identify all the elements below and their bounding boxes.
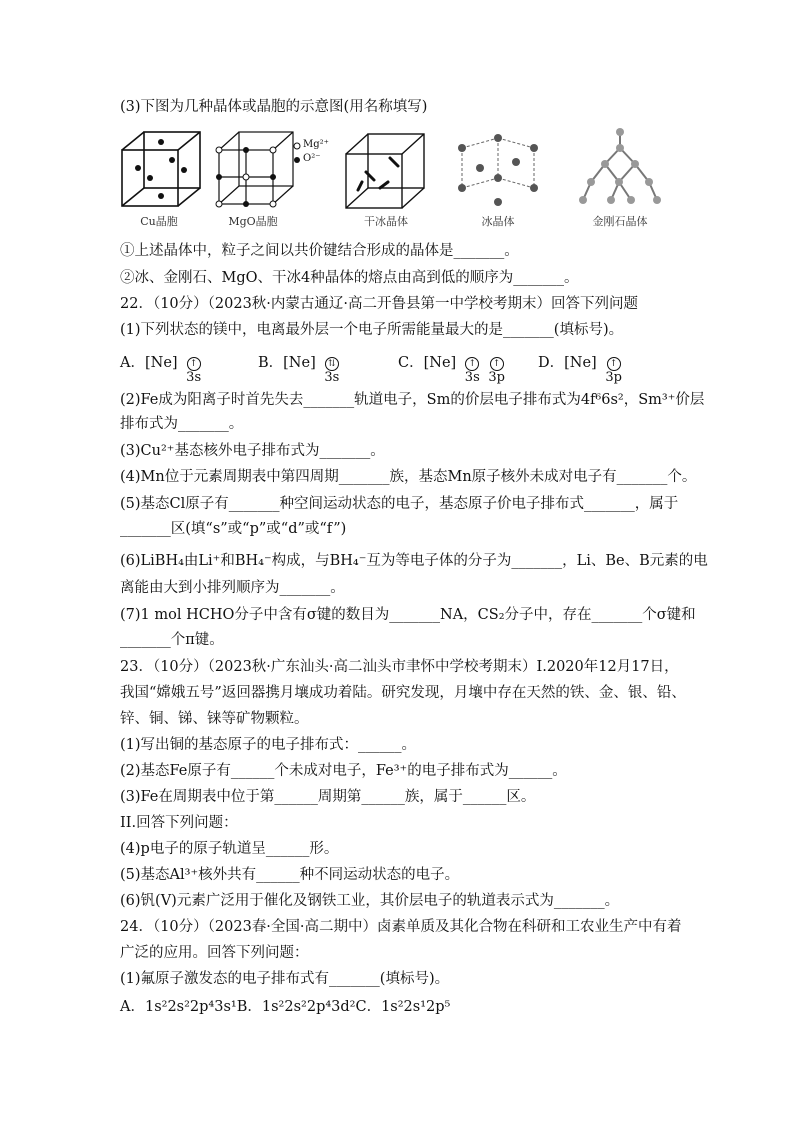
q22-heading: 22．（10分）（2023秋·内蒙古通辽·高二开鲁县第一中学校考期末）回答下列问题 xyxy=(120,296,639,312)
caption-cu: Cu晶胞 xyxy=(140,215,178,228)
q22-part5b: _______区(填“s”或“p”或“d”或“f”) xyxy=(120,521,347,537)
orbital-3s-single: ↑ 3s xyxy=(186,359,202,385)
q22-part7b: _______个π键。 xyxy=(120,632,224,648)
q22-part2a: (2)Fe成为阳离子时首先失去_______轨道电子，Sm的价层电子排布式为4f⁶6s²，Sm³⁺价层 xyxy=(120,392,705,408)
q22-part2b: 排布式为_______。 xyxy=(120,416,244,432)
q22-part6b: 离能由大到小排列顺序为_______。 xyxy=(120,580,345,596)
orbital-3s-paired: ⇅ 3s xyxy=(324,359,340,385)
legend-mg: Mg²⁺ xyxy=(303,139,329,150)
q22-option-c: C．[Ne] ↑ 3s ↑ 3p xyxy=(398,355,505,385)
q21-sub1: ①上述晶体中，粒子之间以共价键结合形成的晶体是_______。 xyxy=(120,243,519,259)
q22-part3: (3)Cu²⁺基态核外电子排布式为_______。 xyxy=(120,443,385,459)
diamond-figure xyxy=(575,128,665,210)
caption-dry-ice: 干冰晶体 xyxy=(364,215,408,228)
q23-part3: (3)Fe在周期表中位于第______周期第______族，属于______区。 xyxy=(120,789,536,805)
q22-part4: (4)Mn位于元素周期表中第四周期_______族，基态Mn原子核外未成对电子有_______个。 xyxy=(120,469,697,485)
q21-sub2: ②冰、金刚石、MgO、干冰4种晶体的熔点由高到低的顺序为_______。 xyxy=(120,270,579,286)
q22-option-b: B．[Ne] ⇅ 3s xyxy=(258,355,340,385)
q24-heading: 24．（10分）（2023春·全国·高二期中）卤素单质及其化合物在科研和工农业生产中有着 xyxy=(120,919,682,935)
caption-mgo: MgO晶胞 xyxy=(228,215,278,228)
q21-part3: (3)下图为几种晶体或晶胞的示意图(用名称填写) xyxy=(120,99,428,115)
q23-part6: (6)钒(V)元素广泛用于催化及钢铁工业，其价层电子的轨道表示式为_______。 xyxy=(120,893,620,909)
mgo-cell-figure xyxy=(215,128,295,210)
q23-part1: (1)写出铜的基态原子的电子排布式：______。 xyxy=(120,737,417,753)
q22-part5a: (5)基态Cl原子有_______种空间运动状态的电子，基态原子价电子排布式_______，属于 xyxy=(120,496,679,512)
q23-part4: (4)p电子的原子轨道呈______形。 xyxy=(120,841,339,857)
q24-line2: 广泛的应用。回答下列问题： xyxy=(120,945,309,961)
q22-part6a: (6)LiBH₄由Li⁺和BH₄⁻构成，与BH₄⁻互为等电子体的分子为_______，Li、Be、B元素的电 xyxy=(120,553,708,569)
dry-ice-figure xyxy=(340,128,430,210)
orbital-3p-d: ↑ 3p xyxy=(605,359,622,385)
orbital-3p-c: ↑ 3p xyxy=(488,359,505,385)
q23-part5: (5)基态Al³⁺核外共有______种不同运动状态的电子。 xyxy=(120,867,460,883)
q24-options: A．1s²2s²2p⁴3s¹B．1s²2s²2p⁴3d²C．1s²2s¹2p⁵ xyxy=(120,999,451,1015)
q22-part1: (1)下列状态的镁中，电离最外层一个电子所需能量最大的是_______(填标号)。 xyxy=(120,322,624,338)
q23-section-ii: II.回答下列问题： xyxy=(120,815,238,831)
caption-diamond: 金刚石晶体 xyxy=(592,215,648,228)
q23-line2: 我国“嫦娥五号”返回器携月壤成功着陆。研究发现，月壤中存在天然的铁、金、银、铅、 xyxy=(120,685,686,701)
q22-part7a: (7)1 mol HCHO分子中含有σ键的数目为_______NA，CS₂分子中，存在_______个σ键和 xyxy=(120,607,696,623)
q24-part1: (1)氟原子激发态的电子排布式有_______(填标号)。 xyxy=(120,971,450,987)
q22-option-d: D．[Ne] ↑ 3p xyxy=(538,355,622,385)
orbital-3s-c: ↑ 3s xyxy=(464,359,480,385)
caption-ice: 冰晶体 xyxy=(481,215,515,228)
cu-cell-figure xyxy=(118,128,208,210)
q23-line3: 锌、铜、锑、铼等矿物颗粒。 xyxy=(120,711,309,727)
q23-part2: (2)基态Fe原子有______个未成对电子，Fe³⁺的电子排布式为______。 xyxy=(120,763,567,779)
mgo-legend-dots xyxy=(292,140,302,170)
q23-heading: 23．（10分）（2023秋·广东汕头·高二汕头市聿怀中学校考期末）I.2020年12月17日， xyxy=(120,659,679,675)
ice-figure xyxy=(452,128,544,210)
q22-option-a: A．[Ne] ↑ 3s xyxy=(120,355,202,385)
legend-o: O²⁻ xyxy=(303,153,321,164)
